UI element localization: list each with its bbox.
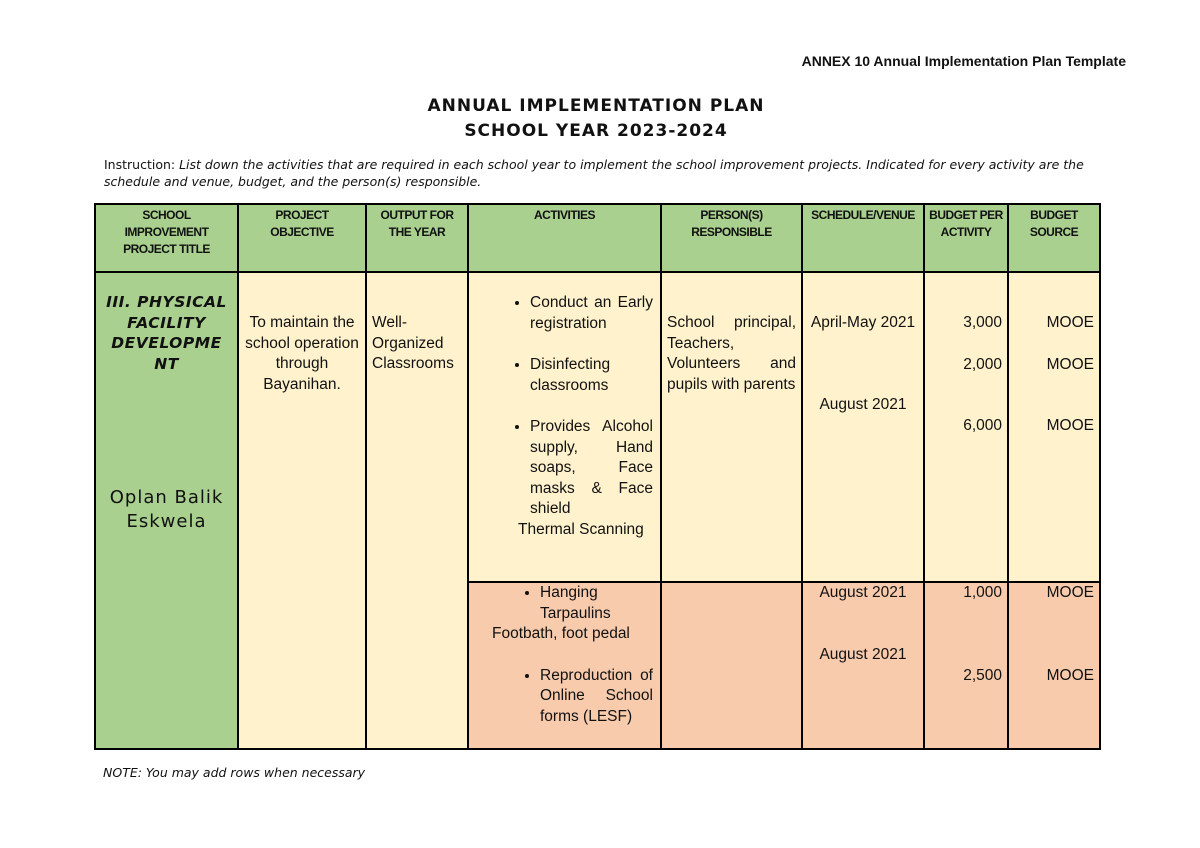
- header-activities: ACTIVITIES: [468, 204, 661, 272]
- budget-3: 6,000: [963, 417, 1002, 434]
- output-cell: [366, 272, 468, 749]
- source-5: MOOE: [1046, 666, 1094, 684]
- header-project-title: SCHOOL IMPROVEMENT PROJECT TITLE: [95, 204, 238, 272]
- budget-2: 2,000: [963, 355, 1002, 373]
- header-row: [95, 204, 1100, 272]
- activity-item: • Reproduction of Online School forms (LESF): [540, 666, 655, 728]
- activity-item: • Hanging Tarpaulins: [540, 583, 655, 624]
- budget-5: 2,500: [963, 666, 1002, 684]
- schedule-1: April-May 2021: [810, 314, 916, 331]
- header-schedule: SCHEDULE/VENUE: [802, 204, 924, 272]
- budget-4: 1,000: [963, 584, 1002, 601]
- budget-cell: [924, 272, 1008, 582]
- instruction-label: Instruction:: [104, 157, 180, 172]
- objective-text: To maintain the school operation through Bayanihan.: [245, 314, 359, 393]
- source-3: MOOE: [1046, 417, 1094, 434]
- budget-cell-2: [924, 582, 1008, 749]
- persons-text: School principal, Teachers, Volunteers and pupils with parents: [667, 314, 796, 393]
- title-line-1: ANNUAL IMPLEMENTATION PLAN: [427, 96, 765, 116]
- header-objective: PROJECT OBJECTIVE: [238, 204, 366, 272]
- activities-cell-2: [468, 582, 661, 749]
- instruction: [104, 156, 1104, 190]
- title-line-2: SCHOOL YEAR 2023-2024: [464, 121, 728, 141]
- document-title: [0, 94, 1192, 144]
- persons-cell: [661, 272, 802, 582]
- header-source: BUDGET SOURCE: [1008, 204, 1100, 272]
- activity-plain: Footbath, foot pedal: [492, 625, 630, 642]
- objective-cell: [238, 272, 366, 749]
- implementation-plan-table: [94, 203, 1101, 750]
- table-row: [95, 272, 1100, 582]
- activity-item: • Provides Alcohol supply, Hand soaps, Face masks & Face shield: [530, 417, 655, 520]
- schedule-4: August 2021: [819, 645, 907, 663]
- schedule-cell: [802, 272, 924, 582]
- header-output: OUTPUT FOR THE YEAR: [366, 204, 468, 272]
- budget-1: 3,000: [963, 314, 1002, 331]
- project-title: III. PHYSICAL FACILITY DEVELOPME NT: [106, 293, 227, 373]
- activity-plain: Thermal Scanning: [518, 520, 644, 538]
- source-cell-2: [1008, 582, 1100, 749]
- activities-cell: [468, 272, 661, 582]
- instruction-text: List down the activities that are required in each school year to implement the school improvement projects. Indicated for every activity are the schedule and venue, budget, and the person(s) responsible.: [104, 157, 1084, 189]
- header-budget: BUDGET PER ACTIVITY: [924, 204, 1008, 272]
- source-2: MOOE: [1046, 355, 1094, 373]
- activity-item: • Disinfecting classrooms: [530, 355, 655, 396]
- source-1: MOOE: [1046, 314, 1094, 331]
- source-cell: [1008, 272, 1100, 582]
- schedule-3: August 2021: [819, 584, 907, 601]
- output-text: Well-Organized Classrooms: [372, 314, 454, 372]
- project-title-cell: [95, 272, 238, 749]
- persons-cell-2: [661, 582, 802, 749]
- activity-item: • Conduct an Early registration: [530, 293, 655, 334]
- header-persons: PERSON(S) RESPONSIBLE: [661, 204, 802, 272]
- note: NOTE: You may add rows when necessary: [103, 765, 366, 780]
- source-4: MOOE: [1046, 584, 1094, 601]
- schedule-2: August 2021: [819, 395, 907, 413]
- schedule-cell-2: [802, 582, 924, 749]
- project-name: Oplan Balik Eskwela: [109, 487, 224, 532]
- annex-label: ANNEX 10 Annual Implementation Plan Template: [801, 53, 1126, 69]
